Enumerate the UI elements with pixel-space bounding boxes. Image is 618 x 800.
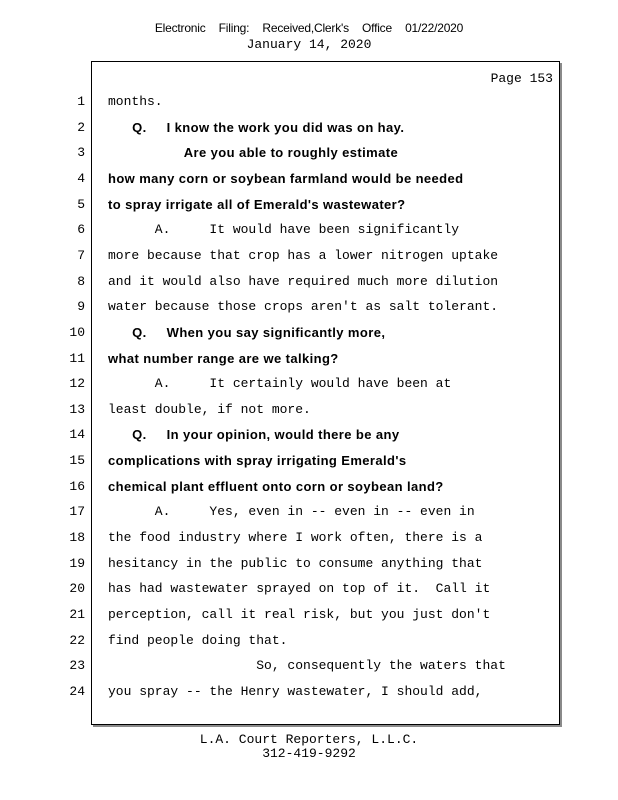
transcript-line: water because those crops aren't as salt tolerant. [108,299,499,314]
transcript-line: has had wastewater sprayed on top of it. Call it [108,581,491,596]
line-number: 7 [77,248,85,263]
transcript-line: chemical plant effluent onto corn or soybean land? [108,479,444,494]
line-number: 3 [77,145,85,160]
transcript-line: A. It certainly would have been at [108,376,452,391]
page-number: Page 153 [490,71,553,86]
transcript-line: complications with spray irrigating Emerald's [108,453,407,468]
line-number: 15 [69,453,85,468]
transcript-line: how many corn or soybean farmland would be needed [108,171,464,186]
reporter-phone: 312-419-9292 [262,746,356,761]
line-number: 11 [69,351,85,366]
transcript-line: you spray -- the Henry wastewater, I should add, [108,684,483,699]
line-number: 18 [69,530,85,545]
transcript-line: what number range are we talking? [108,351,339,366]
line-number: 21 [69,607,85,622]
line-number: 12 [69,376,85,391]
line-number: 20 [69,581,85,596]
transcript-line: to spray irrigate all of Emerald's wastewater? [108,197,406,212]
line-number: 1 [77,94,85,109]
transcript-line: least double, if not more. [108,402,311,417]
transcript-line: hesitancy in the public to consume anything that [108,556,483,571]
line-number: 23 [69,658,85,673]
transcript-line: A. Yes, even in -- even in -- even in [108,504,475,519]
line-number: 16 [69,479,85,494]
electronic-filing-stamp: Electronic Filing: Received,Clerk's Office 01/22/2020 [154,21,464,35]
transcript-line: A. It would have been significantly [108,222,460,237]
line-number: 10 [69,325,85,340]
line-number: 4 [77,171,85,186]
transcript-line: the food industry where I work often, there is a [108,530,483,545]
reporter-company: L.A. Court Reporters, L.L.C. [199,732,419,747]
line-number: 24 [69,684,85,699]
transcript-line: Are you able to roughly estimate [108,145,399,160]
transcript-line: So, consequently the waters that [108,658,506,673]
line-number: 9 [77,299,85,314]
line-number: 6 [77,222,85,237]
reporter-footer [0,733,618,761]
line-number: 13 [69,402,85,417]
transcript-line: months. [108,94,163,109]
line-number: 17 [69,504,85,519]
transcript-line: Q. I know the work you did was on hay. [108,120,405,135]
line-number: 2 [77,120,85,135]
transcript-line: more because that crop has a lower nitrogen uptake [108,248,499,263]
transcript-line: and it would also have required much more dilution [108,274,499,289]
line-number: 22 [69,633,85,648]
transcript-line: perception, call it real risk, but you just don't [108,607,491,622]
transcript-line: Q. In your opinion, would there be any [108,427,400,442]
line-number: 14 [69,427,85,442]
line-number: 5 [77,197,85,212]
line-number: 8 [77,274,85,289]
transcript-line: find people doing that. [108,633,288,648]
transcript-line: Q. When you say significantly more, [108,325,386,340]
transcript-date: January 14, 2020 [246,37,372,52]
line-number: 19 [69,556,85,571]
